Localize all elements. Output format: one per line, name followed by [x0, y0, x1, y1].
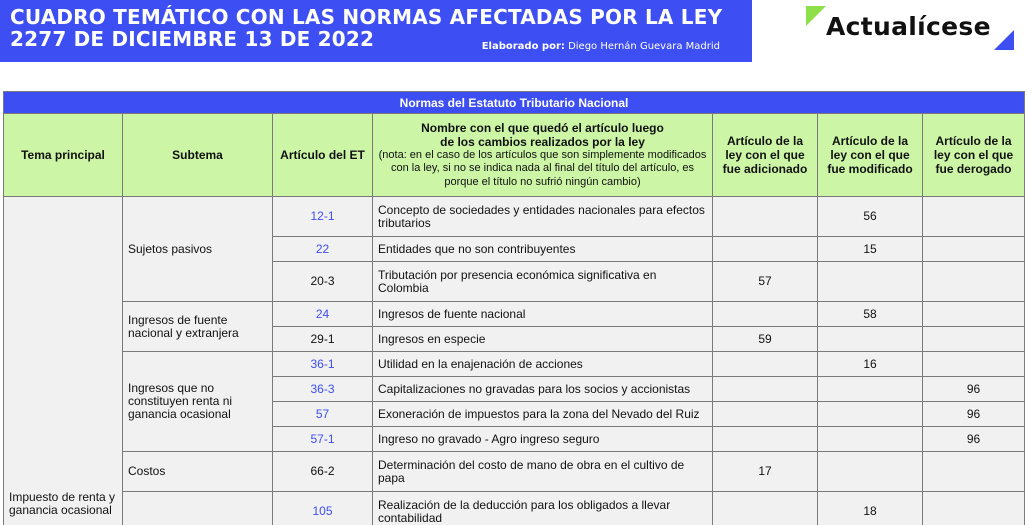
- modificado-cell: 18: [818, 492, 923, 525]
- header-derogado: Artículo de la ley con el que fue derogado: [923, 114, 1025, 197]
- derogado-cell: [923, 452, 1025, 492]
- modificado-cell: [818, 452, 923, 492]
- article-name: Ingresos en especie: [373, 327, 713, 352]
- derogado-cell: [923, 302, 1025, 327]
- article-name: Entidades que no son contribuyentes: [373, 237, 713, 262]
- modificado-cell: 15: [818, 237, 923, 262]
- article-name: Ingreso no gravado - Agro ingreso seguro: [373, 427, 713, 452]
- byline-label: Elaborado por:: [481, 41, 565, 52]
- adicionado-cell: 17: [713, 452, 818, 492]
- derogado-cell: [923, 492, 1025, 525]
- derogado-cell: [923, 197, 1025, 237]
- modificado-cell: [818, 377, 923, 402]
- article-name: Exoneración de impuestos para la zona del Nevado del Ruiz: [373, 402, 713, 427]
- modificado-cell: 58: [818, 302, 923, 327]
- adicionado-cell: [713, 302, 818, 327]
- adicionado-cell: [713, 427, 818, 452]
- article-link[interactable]: 36-3: [273, 377, 373, 402]
- subtema-cell-empty: [123, 492, 273, 525]
- tema-principal-cell: Impuesto de renta y ganancia ocasional: [4, 197, 123, 525]
- table-row: [4, 197, 1025, 237]
- byline: [482, 41, 720, 52]
- header-nombre: [373, 114, 713, 197]
- title-banner: [0, 0, 752, 62]
- article-name: Concepto de sociedades y entidades nacionales para efectos tributarios: [373, 197, 713, 237]
- article-name: Utilidad en la enajenación de acciones: [373, 352, 713, 377]
- derogado-cell: [923, 352, 1025, 377]
- article-link[interactable]: 22: [273, 237, 373, 262]
- adicionado-cell: [713, 377, 818, 402]
- article-number: 66-2: [273, 452, 373, 492]
- table-row: [4, 302, 1025, 327]
- actualicese-logo: [806, 6, 1016, 50]
- header-articulo-et: Artículo del ET: [273, 114, 373, 197]
- norms-table-wrapper: [3, 91, 1024, 525]
- article-link[interactable]: 57-1: [273, 427, 373, 452]
- header-nombre-note: (nota: en el caso de los artículos que son simplemente modificados con la ley, si no se indica nada al final del título del artículo, es porque el título no sufrió ningún cambio): [378, 148, 707, 188]
- modificado-cell: [818, 327, 923, 352]
- norms-table: [3, 91, 1025, 525]
- table-row: [4, 492, 1025, 525]
- subtema-cell: Ingresos de fuente nacional y extranjera: [123, 302, 273, 352]
- header-nombre-line-1: Nombre con el que quedó el artículo luego: [421, 120, 664, 135]
- adicionado-cell: [713, 492, 818, 525]
- article-number: 29-1: [273, 327, 373, 352]
- modificado-cell: [818, 262, 923, 302]
- article-number: 20-3: [273, 262, 373, 302]
- table-caption: Normas del Estatuto Tributario Nacional: [4, 92, 1025, 114]
- adicionado-cell: [713, 352, 818, 377]
- header-modificado: Artículo de la ley con el que fue modificado: [818, 114, 923, 197]
- derogado-cell: [923, 237, 1025, 262]
- page-title-line-1: CUADRO TEMÁTICO CON LAS NORMAS AFECTADAS POR LA LEY: [10, 5, 723, 29]
- adicionado-cell: [713, 402, 818, 427]
- modificado-cell: [818, 427, 923, 452]
- adicionado-cell: [713, 197, 818, 237]
- header-adicionado: Artículo de la ley con el que fue adicionado: [713, 114, 818, 197]
- modificado-cell: [818, 402, 923, 427]
- subtema-cell: Sujetos pasivos: [123, 197, 273, 302]
- derogado-cell: [923, 262, 1025, 302]
- article-link[interactable]: 36-1: [273, 352, 373, 377]
- article-name: Tributación por presencia económica significativa en Colombia: [373, 262, 713, 302]
- modificado-cell: 56: [818, 197, 923, 237]
- article-name: Realización de la deducción para los obligados a llevar contabilidad: [373, 492, 713, 525]
- article-name: Ingresos de fuente nacional: [373, 302, 713, 327]
- adicionado-cell: [713, 237, 818, 262]
- subtema-cell: Ingresos que no constituyen renta ni ganancia ocasional: [123, 352, 273, 452]
- article-link[interactable]: 105: [273, 492, 373, 525]
- logo-blue-triangle-icon: [994, 30, 1014, 50]
- article-link[interactable]: 24: [273, 302, 373, 327]
- byline-author: Diego Hernán Guevara Madrid: [568, 41, 720, 52]
- table-row: [4, 452, 1025, 492]
- subtema-cell: Costos: [123, 452, 273, 492]
- header-tema-principal: Tema principal: [4, 114, 123, 197]
- header-nombre-line-2: de los cambios realizados por la ley: [440, 134, 645, 149]
- derogado-cell: 96: [923, 402, 1025, 427]
- logo-green-triangle-icon: [806, 6, 826, 26]
- article-link[interactable]: 12-1: [273, 197, 373, 237]
- adicionado-cell: 57: [713, 262, 818, 302]
- page-title-line-2: 2277 DE DICIEMBRE 13 DE 2022: [10, 27, 375, 51]
- derogado-cell: [923, 327, 1025, 352]
- article-name: Capitalizaciones no gravadas para los socios y accionistas: [373, 377, 713, 402]
- modificado-cell: 16: [818, 352, 923, 377]
- header-subtema: Subtema: [123, 114, 273, 197]
- logo-wordmark: Actualícese: [826, 12, 991, 41]
- article-link[interactable]: 57: [273, 402, 373, 427]
- derogado-cell: 96: [923, 427, 1025, 452]
- table-row: [4, 352, 1025, 377]
- article-name: Determinación del costo de mano de obra en el cultivo de papa: [373, 452, 713, 492]
- derogado-cell: 96: [923, 377, 1025, 402]
- adicionado-cell: 59: [713, 327, 818, 352]
